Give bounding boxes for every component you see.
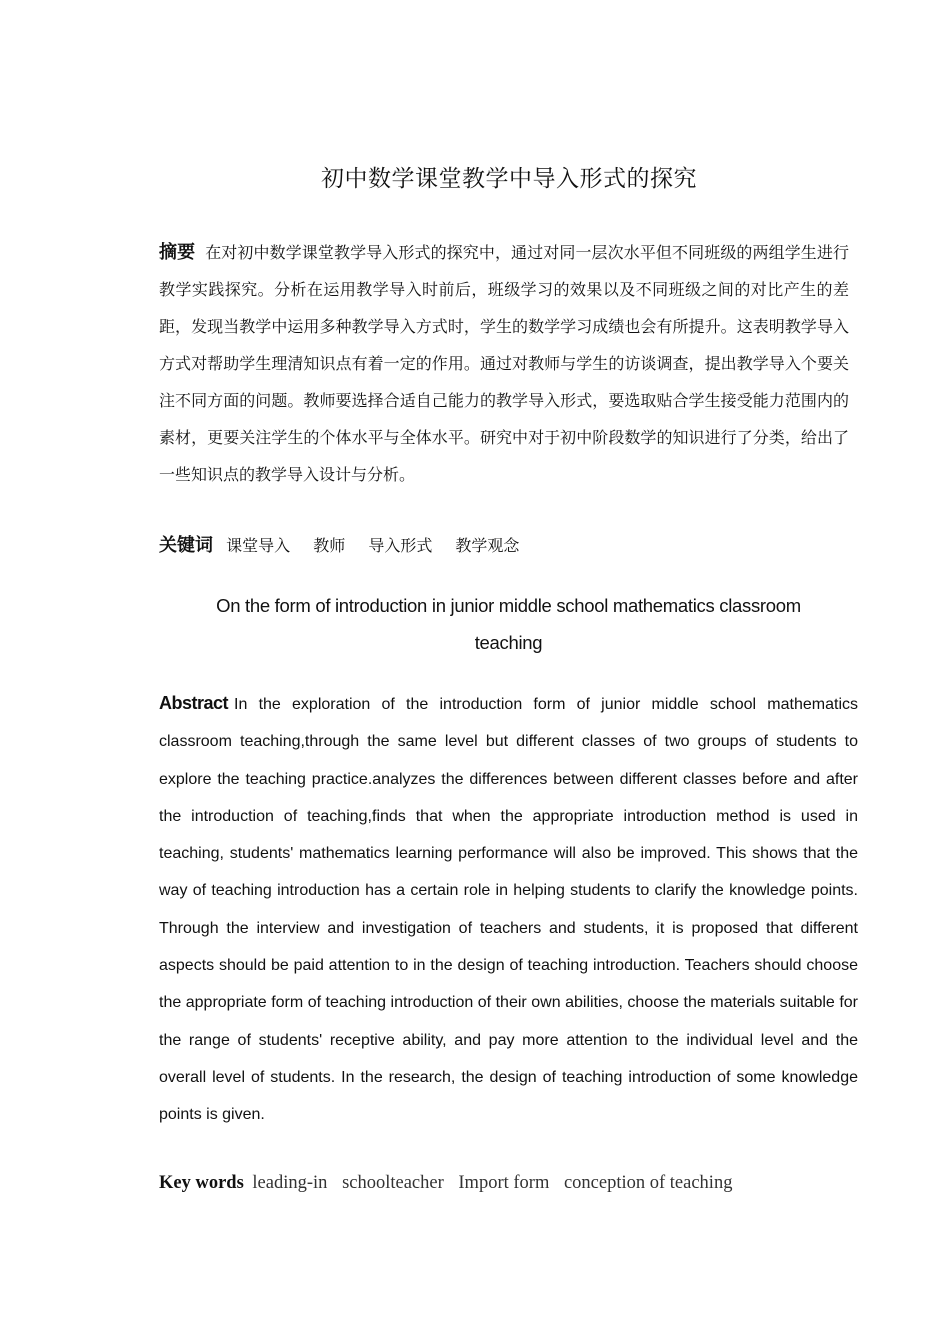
- chinese-abstract-text: 在对初中数学课堂教学导入形式的探究中，通过对同一层次水平但不同班级的两组学生进行教学实践探究。分析在运用教学导入时前后，班级学习的效果以及不同班级之间的对比产生的差距，发现当教学中运用多种教学导入方式时，学生的数学学习成绩也会有所提升。这表明教学导入方式对帮助学生理清知识点有着一定的作用。通过对教师与学生的访谈调查，提出教学导入个要关注不同方面的问题。教师要选择合适自己能力的教学导入形式，要选取贴合学生接受能力范围内的素材，更要关注学生的个体水平与全体水平。研究中对于初中阶段数学的知识进行了分类，给出了一些知识点的教学导入设计与分析。: [159, 243, 849, 484]
- chinese-keyword: 导入形式: [368, 536, 433, 555]
- chinese-keywords-label: 关键词: [159, 535, 213, 556]
- english-keywords-label: Key words: [159, 1173, 244, 1193]
- chinese-keyword: 课堂导入: [226, 536, 291, 555]
- english-keyword: conception of teaching: [563, 1173, 733, 1193]
- english-keywords: [159, 1168, 858, 1198]
- chinese-title: 初中数学课堂教学中导入形式的探究: [321, 166, 697, 192]
- english-title: On the form of introduction in junior middle school mathematics classroom teaching: [216, 595, 801, 653]
- chinese-keyword: 教师: [313, 536, 346, 555]
- english-keyword: schoolteacher: [342, 1173, 444, 1193]
- chinese-abstract: [159, 234, 849, 493]
- chinese-keyword: 教学观念: [455, 536, 520, 555]
- english-abstract-text: In the exploration of the introduction form of junior middle school mathematics classroom teaching,through the same level but different classes of two groups of students to explore the teaching practice.analyzes the differences between different classes before and after the introduction of teaching,finds that when the appropriate introduction method is used in teaching, students' mathematics learning performance will also be improved. This shows that the way of teaching introduction has a certain role in helping students to clarify the knowledge points. Through the interview and investigation of teachers and students, it is proposed that different aspects should be paid attention to in the design of teaching introduction. Teachers should choose the appropriate form of teaching introduction of their own abilities, choose the materials suitable for the range of students' receptive ability, and pay more attention to the individual level and the overall level of students. In the research, the design of teaching introduction of some knowledge points is given.: [159, 696, 858, 1124]
- chinese-keywords: [159, 532, 849, 560]
- english-abstract: [159, 685, 858, 1134]
- english-keyword: Import form: [458, 1173, 550, 1193]
- english-abstract-label: Abstract: [159, 693, 229, 713]
- chinese-abstract-label: 摘要: [159, 242, 196, 263]
- english-keyword: leading-in: [252, 1173, 328, 1193]
